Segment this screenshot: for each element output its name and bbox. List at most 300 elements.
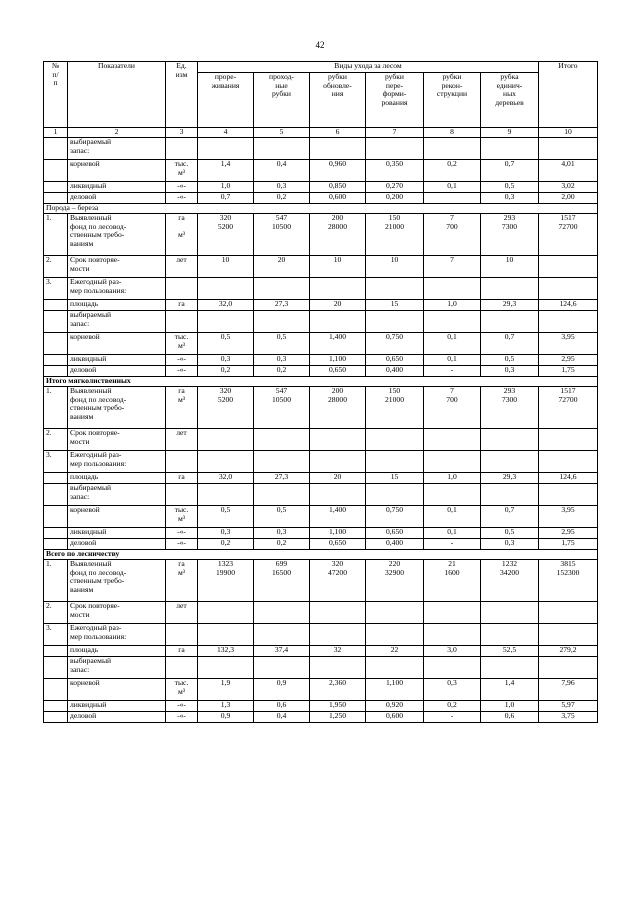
total-text: 2,95 [561, 527, 575, 536]
value-cell [254, 311, 310, 333]
row-label-text: выбираемый запас: [70, 137, 112, 155]
row-unit-text: лет [176, 255, 187, 264]
row-number [44, 484, 68, 506]
row-label [68, 311, 166, 333]
row-label [68, 473, 166, 484]
row-number [44, 193, 68, 204]
value-cell [310, 182, 366, 193]
value-cell [310, 451, 366, 473]
row-unit-text: -«- [177, 538, 186, 547]
row-number-text: 3. [46, 277, 52, 286]
value-cell [254, 624, 310, 646]
value-text: 52,5 [502, 645, 517, 654]
value-cell [310, 429, 366, 451]
value-cell [366, 484, 424, 506]
column-index [254, 128, 310, 138]
row-unit [166, 366, 198, 377]
value-cell [424, 214, 481, 256]
value-cell [481, 355, 539, 366]
value-text: 320 47200 [328, 559, 347, 577]
value-text: 1232 34200 [500, 559, 519, 577]
value-cell [481, 560, 539, 602]
row-label [68, 214, 166, 256]
row-unit [166, 193, 198, 204]
value-cell [254, 657, 310, 679]
value-text: 0,2 [447, 159, 457, 168]
row-unit [166, 646, 198, 657]
table-row [44, 311, 598, 333]
value-text: 0,2 [276, 538, 287, 547]
value-cell [424, 451, 481, 473]
row-label-text: Ежегодный раз- мер пользования: [70, 277, 127, 295]
row-label [68, 679, 166, 701]
row-label [68, 387, 166, 429]
value-cell [481, 528, 539, 539]
row-unit-text: -«- [177, 354, 186, 363]
value-cell [366, 528, 424, 539]
value-cell [481, 182, 539, 193]
column-index-text: 9 [507, 127, 512, 136]
value-cell [198, 300, 254, 311]
value-cell [254, 300, 310, 311]
row-label [68, 366, 166, 377]
value-cell [424, 138, 481, 160]
total-cell [539, 214, 598, 256]
value-cell [198, 560, 254, 602]
value-cell [481, 602, 539, 624]
header-total [539, 62, 598, 128]
value-cell [366, 624, 424, 646]
value-text: - [450, 711, 454, 720]
value-cell [366, 451, 424, 473]
value-text: 0,2 [447, 700, 457, 709]
table-row [44, 624, 598, 646]
row-unit-text: -«- [177, 711, 186, 720]
row-label-text: выбираемый запас: [70, 656, 112, 674]
value-text: 0,9 [220, 711, 231, 720]
row-number [44, 366, 68, 377]
row-number [44, 560, 68, 602]
value-cell [254, 528, 310, 539]
value-cell [254, 451, 310, 473]
value-cell [366, 160, 424, 182]
value-cell [198, 278, 254, 300]
value-text: 150 21000 [385, 213, 404, 231]
value-text: 0,5 [276, 332, 287, 341]
total-text: 1,75 [561, 538, 575, 547]
value-text: 547 10500 [272, 386, 291, 404]
row-number-text: 2. [46, 601, 52, 610]
value-text: 0,2 [276, 192, 287, 201]
row-label-text: ликвидный [70, 354, 107, 363]
row-label-text: выбираемый запас: [70, 310, 112, 328]
value-text: 547 10500 [272, 213, 291, 231]
value-text: 22 [390, 645, 399, 654]
row-number [44, 624, 68, 646]
value-text: 32,0 [218, 472, 233, 481]
row-label [68, 138, 166, 160]
total-cell [539, 539, 598, 550]
value-text: 0,350 [385, 159, 404, 168]
value-cell [254, 333, 310, 355]
value-text: 0,5 [276, 505, 287, 514]
value-cell [424, 701, 481, 712]
row-number [44, 429, 68, 451]
value-cell [310, 657, 366, 679]
value-cell [198, 473, 254, 484]
column-index [366, 128, 424, 138]
value-text: 320 5200 [217, 386, 234, 404]
value-cell [424, 602, 481, 624]
value-text: 1,400 [328, 332, 347, 341]
row-label [68, 624, 166, 646]
total-cell [539, 300, 598, 311]
value-cell [366, 138, 424, 160]
value-cell [198, 366, 254, 377]
row-label [68, 539, 166, 550]
value-cell [424, 278, 481, 300]
row-label-text: корневой [70, 678, 100, 687]
header-unit [166, 62, 198, 128]
total-text: 3,95 [561, 332, 575, 341]
value-cell [424, 679, 481, 701]
row-unit [166, 473, 198, 484]
row-number [44, 657, 68, 679]
row-number [44, 182, 68, 193]
row-number [44, 712, 68, 723]
value-cell [481, 311, 539, 333]
table-row [44, 278, 598, 300]
row-unit [166, 528, 198, 539]
total-text: 4,01 [561, 159, 575, 168]
table-row [44, 138, 598, 160]
row-unit-text: тыс. м³ [174, 505, 189, 523]
row-number [44, 214, 68, 256]
header-type-5 [424, 73, 481, 128]
value-text: 3,0 [447, 645, 457, 654]
value-cell [254, 473, 310, 484]
value-cell [198, 182, 254, 193]
value-text: 0,2 [220, 538, 231, 547]
table-row [44, 701, 598, 712]
row-label [68, 506, 166, 528]
value-text: 15 [390, 299, 399, 308]
value-cell [310, 712, 366, 723]
value-cell [310, 311, 366, 333]
value-cell [424, 311, 481, 333]
value-cell [366, 387, 424, 429]
row-label-text: Выявленный фонд по лесовод- ственным требо- ваниям [70, 559, 127, 594]
value-text: 0,650 [328, 538, 347, 547]
row-unit [166, 679, 198, 701]
total-cell [539, 182, 598, 193]
column-index-text: 10 [564, 127, 572, 136]
row-number [44, 701, 68, 712]
row-number-text: 1. [46, 386, 52, 395]
row-label-text: ликвидный [70, 700, 107, 709]
value-cell [198, 387, 254, 429]
total-cell [539, 473, 598, 484]
value-cell [254, 712, 310, 723]
value-text: 132,3 [216, 645, 235, 654]
row-number-text: 3. [46, 450, 52, 459]
row-unit [166, 214, 198, 256]
row-unit-text: га [178, 645, 185, 654]
value-cell [366, 646, 424, 657]
total-cell [539, 624, 598, 646]
value-cell [310, 701, 366, 712]
value-text: 1,0 [447, 299, 457, 308]
row-number [44, 333, 68, 355]
value-cell [198, 138, 254, 160]
header-type-6 [481, 73, 539, 128]
header-type-2 [254, 73, 310, 128]
total-cell [539, 484, 598, 506]
value-cell [366, 311, 424, 333]
section-title [44, 377, 598, 387]
header-unit-text: Ед. изм [175, 61, 188, 79]
value-cell [198, 657, 254, 679]
value-text: 0,1 [447, 332, 457, 341]
section-title-text: Всего по лесничеству [46, 549, 120, 558]
table-row [44, 657, 598, 679]
header-no [44, 62, 68, 128]
value-cell [198, 646, 254, 657]
value-cell [424, 387, 481, 429]
value-text: 0,750 [385, 505, 404, 514]
value-cell [310, 333, 366, 355]
total-cell [539, 429, 598, 451]
total-cell [539, 193, 598, 204]
value-cell [310, 506, 366, 528]
section-title-text: Итого мягколиственных [46, 376, 131, 385]
value-cell [366, 701, 424, 712]
row-unit-text: тыс. м³ [174, 332, 189, 350]
value-text: 0,7 [220, 192, 231, 201]
row-label-text: Срок повторяе- мости [70, 601, 120, 619]
row-label-text: площадь [70, 645, 99, 654]
value-text: 0,3 [220, 527, 231, 536]
section-row [44, 550, 598, 560]
value-text: 0,5 [504, 527, 515, 536]
table-row [44, 712, 598, 723]
value-cell [254, 484, 310, 506]
value-cell [310, 138, 366, 160]
column-index-text: 8 [450, 127, 454, 136]
value-cell [310, 560, 366, 602]
column-index [539, 128, 598, 138]
table-row [44, 256, 598, 278]
value-text: 0,270 [385, 181, 404, 190]
row-label-text: выбираемый запас: [70, 483, 112, 501]
total-text: 279,2 [559, 645, 577, 654]
row-label-text: деловой [70, 538, 97, 547]
total-text: 2,95 [561, 354, 575, 363]
column-index-text: 4 [223, 127, 228, 136]
value-text: 1323 19900 [216, 559, 235, 577]
value-text: 320 5200 [217, 213, 234, 231]
header-type-text: рубка единич- ных деревьев [495, 72, 524, 107]
value-cell [310, 160, 366, 182]
table-row [44, 560, 598, 602]
value-cell [481, 429, 539, 451]
total-text: 124,6 [559, 299, 577, 308]
row-label-text: деловой [70, 365, 97, 374]
value-text: 1,0 [504, 700, 515, 709]
row-unit-text: га м³ [177, 213, 186, 240]
row-unit [166, 560, 198, 602]
value-cell [481, 701, 539, 712]
value-cell [481, 333, 539, 355]
row-unit [166, 355, 198, 366]
row-label [68, 278, 166, 300]
row-unit-text: тыс. м³ [174, 159, 189, 177]
value-text: 1,9 [220, 678, 231, 687]
page-number: 42 [315, 40, 325, 50]
header-type-text: рубки обновле- ния [323, 72, 352, 99]
row-number [44, 539, 68, 550]
row-unit [166, 602, 198, 624]
row-number-text: 1. [46, 559, 52, 568]
value-cell [254, 193, 310, 204]
table-row [44, 182, 598, 193]
value-cell [310, 473, 366, 484]
table-row [44, 333, 598, 355]
row-unit [166, 451, 198, 473]
row-number [44, 528, 68, 539]
value-cell [424, 429, 481, 451]
header-type-text: проход- ные рубки [269, 72, 294, 99]
row-unit-text: -«- [177, 700, 186, 709]
total-cell [539, 712, 598, 723]
column-index [166, 128, 198, 138]
row-label [68, 300, 166, 311]
value-cell [481, 712, 539, 723]
total-cell [539, 256, 598, 278]
table-row [44, 387, 598, 429]
value-text: 27,3 [274, 472, 289, 481]
row-number [44, 679, 68, 701]
total-cell [539, 138, 598, 160]
value-cell [424, 333, 481, 355]
row-label-text: корневой [70, 505, 100, 514]
value-cell [366, 560, 424, 602]
value-cell [254, 214, 310, 256]
value-text: 0,2 [220, 365, 231, 374]
value-text: 0,400 [385, 538, 404, 547]
value-cell [366, 193, 424, 204]
total-text: 1517 72700 [558, 386, 578, 404]
table-row [44, 355, 598, 366]
value-text: 0,3 [447, 678, 457, 687]
row-number [44, 387, 68, 429]
value-cell [481, 193, 539, 204]
total-cell [539, 646, 598, 657]
value-text: 0,3 [220, 354, 231, 363]
header-indicator-text: Показатели [98, 61, 135, 70]
value-text: 27,3 [274, 299, 289, 308]
row-number-text: 2. [46, 255, 52, 264]
table-row [44, 193, 598, 204]
value-text: 0,6 [276, 700, 287, 709]
header-group-title [198, 62, 539, 73]
row-unit [166, 387, 198, 429]
value-cell [424, 300, 481, 311]
value-cell [254, 679, 310, 701]
column-index [481, 128, 539, 138]
value-text: 0,7 [504, 332, 515, 341]
value-cell [366, 355, 424, 366]
value-cell [481, 387, 539, 429]
column-index-text: 3 [179, 127, 184, 136]
row-label-text: деловой [70, 711, 97, 720]
value-text: 0,3 [504, 365, 515, 374]
value-cell [424, 182, 481, 193]
value-text: 1,400 [328, 505, 347, 514]
forest-care-table [43, 61, 598, 723]
row-number [44, 311, 68, 333]
column-index [198, 128, 254, 138]
value-cell [366, 366, 424, 377]
row-unit [166, 624, 198, 646]
value-cell [366, 539, 424, 550]
total-cell [539, 679, 598, 701]
total-text: 3,95 [561, 505, 575, 514]
row-label-text: ликвидный [70, 181, 107, 190]
value-cell [481, 539, 539, 550]
value-cell [310, 278, 366, 300]
value-text: 200 28000 [328, 213, 347, 231]
value-cell [254, 701, 310, 712]
section-title [44, 204, 598, 214]
row-number [44, 473, 68, 484]
value-cell [481, 506, 539, 528]
value-cell [198, 712, 254, 723]
value-text: 0,2 [276, 365, 287, 374]
value-text: 0,3 [276, 527, 287, 536]
row-number [44, 451, 68, 473]
header-total-text: Итого [558, 61, 578, 70]
value-cell [424, 355, 481, 366]
value-text: - [450, 538, 454, 547]
value-text: 0,1 [447, 527, 457, 536]
value-cell [424, 560, 481, 602]
value-cell [198, 160, 254, 182]
value-text: 20 [333, 472, 342, 481]
value-cell [481, 624, 539, 646]
row-label [68, 528, 166, 539]
row-label-text: корневой [70, 159, 100, 168]
row-unit [166, 333, 198, 355]
value-cell [481, 473, 539, 484]
row-number [44, 256, 68, 278]
value-cell [481, 679, 539, 701]
value-cell [481, 278, 539, 300]
value-text: 0,3 [504, 538, 515, 547]
row-unit [166, 429, 198, 451]
value-text: 0,750 [385, 332, 404, 341]
table-row [44, 646, 598, 657]
value-cell [198, 602, 254, 624]
value-text: 0,3 [276, 354, 287, 363]
row-unit [166, 256, 198, 278]
value-cell [254, 646, 310, 657]
value-cell [254, 160, 310, 182]
value-text: 0,920 [385, 700, 404, 709]
row-label [68, 646, 166, 657]
value-cell [481, 160, 539, 182]
row-unit [166, 138, 198, 160]
